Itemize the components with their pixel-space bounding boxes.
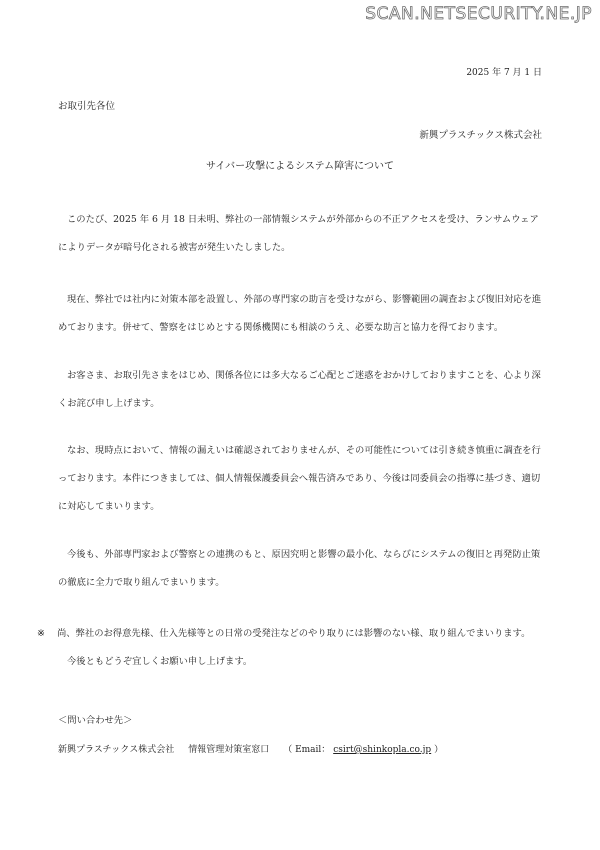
closing-remark: 今後ともどうぞ宜しくお願い申し上げます。 xyxy=(67,656,253,667)
document-date: 2025 年 7 月 1 日 xyxy=(466,68,542,78)
contact-email-open: （ Email： xyxy=(283,745,331,755)
note-mark: ※ xyxy=(37,628,45,639)
paragraph-leak-status: なお、現時点において、情報の漏えいは確認されておりませんが、その可能性については引き続き慎重に調査を行っております。本件につきましては、個人情報保護委員会へ報告済みであり、今後は同委員会の指導に基づき、適切に対応してまいります。 xyxy=(58,445,541,512)
contact-company: 新興プラスチックス株式会社 xyxy=(58,745,175,755)
paragraph-apology: お客さま、お取引先さまをはじめ、関係各位には多大なるご心配とご迷惑をおかけしておりますことを、心より深くお詫び申し上げます。 xyxy=(58,370,541,409)
business-note xyxy=(37,620,562,648)
paragraph-future-measures: 今後も、外部専門家および警察との連携のもと、原因究明と影響の最小化、ならびにシステムの復旧と再発防止策の徹底に全力で取り組んでまいります。 xyxy=(58,549,541,588)
issuer-company: 新興プラスチックス株式会社 xyxy=(419,130,542,141)
contact-heading: ＜問い合わせ先＞ xyxy=(58,715,133,726)
contact-email-close: ） xyxy=(434,745,444,755)
note-text: 尚、弊社のお得意先様、仕入先様等との日常の受発注などのやり取りには影響のない様、取り組んでまいります。 xyxy=(57,628,531,639)
contact-email-link[interactable]: csirt@shinkopla.co.jp xyxy=(333,745,432,755)
document-title: サイバー攻撃によるシステム障害について xyxy=(206,161,394,172)
addressee: お取引先各位 xyxy=(58,101,116,112)
paragraph-response: 現在、弊社では社内に対策本部を設置し、外部の専門家の助言を受けながら、影響範囲の調査および復旧対応を進めております。併せて、警察をはじめとする関係機関にも相談のうえ、必要な助言と協力を得ております。 xyxy=(58,294,542,333)
contact-info xyxy=(58,742,443,755)
site-watermark: SCAN.NETSECURITY.NE.JP xyxy=(365,4,592,24)
contact-department: 情報管理対策室窓口 xyxy=(188,745,270,755)
paragraph-incident: このたび、2025 年 6 月 18 日未明、弊社の一部情報システムが外部からの不正アクセスを受け、ランサムウェアによりデータが暗号化される被害が発生いたしました。 xyxy=(58,214,539,253)
